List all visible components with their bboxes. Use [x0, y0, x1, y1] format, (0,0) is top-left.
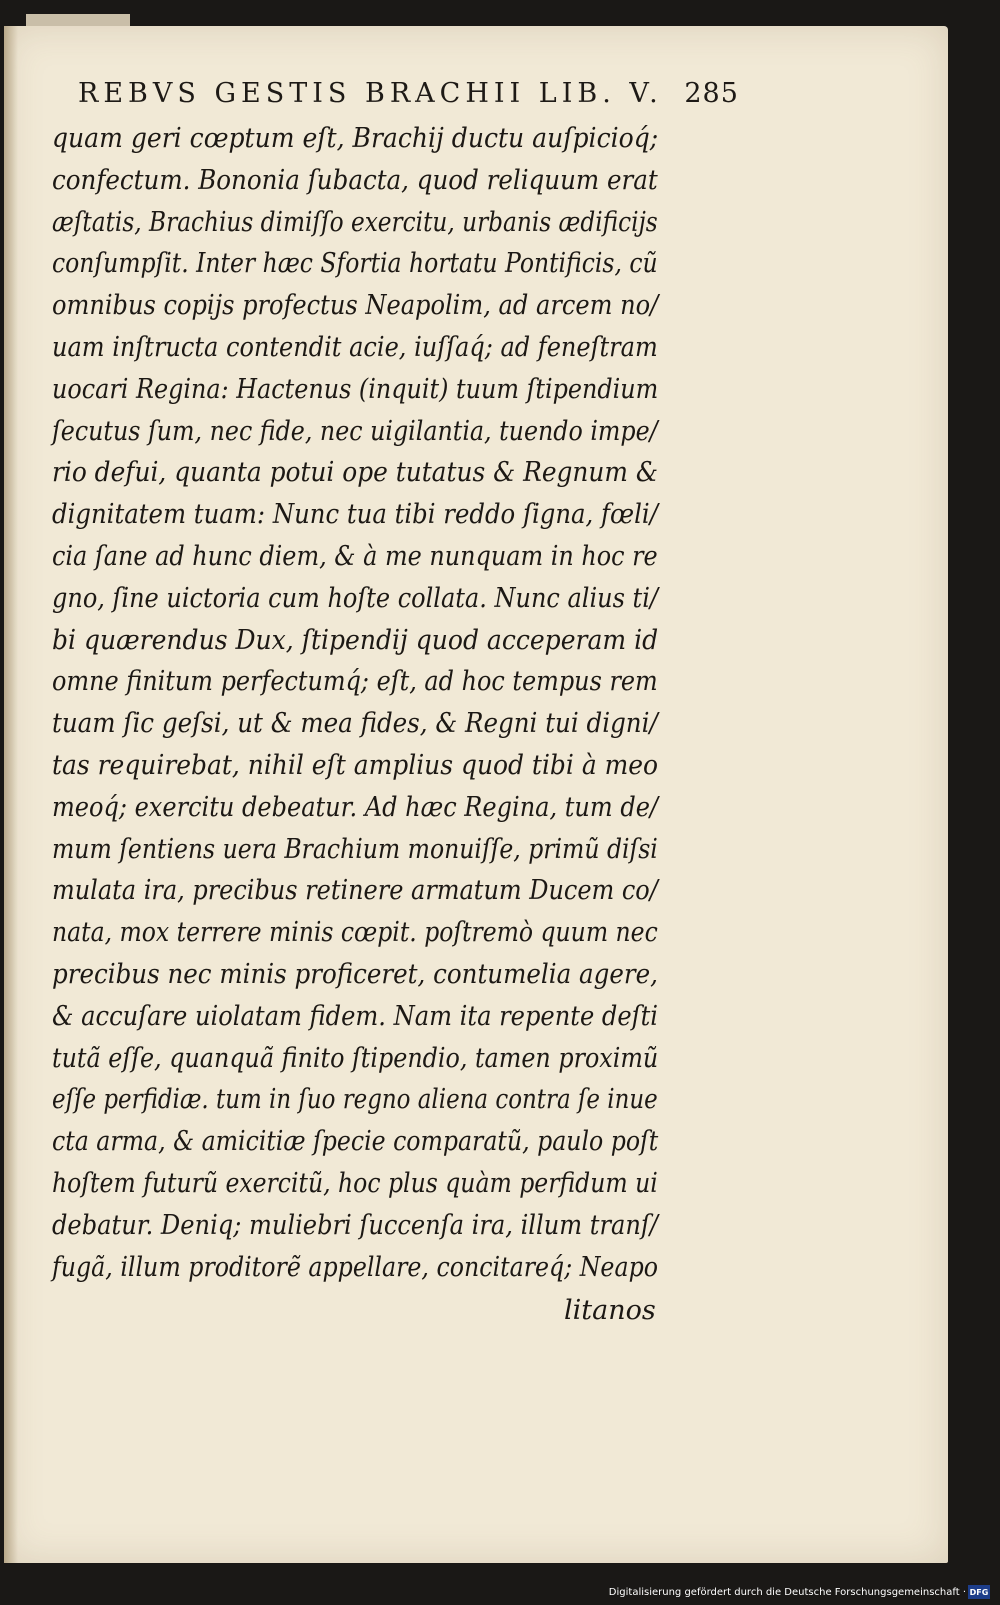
running-head-title: REBVS GESTIS BRACHII LIB. V. [78, 78, 663, 109]
text-line-content: mum ſentiens uera Brachium monuiſſe, primũ diſsi [52, 833, 658, 865]
text-line-content: & accuſare uiolatam fidem. Nam ita repente deſti [52, 1000, 659, 1032]
text-line [52, 536, 682, 578]
text-line [52, 1038, 682, 1080]
text-line [52, 452, 682, 494]
text-line [52, 912, 682, 954]
text-line-content: quam geri cœptum eſt, Brachij ductu auſpicioq́; [52, 123, 659, 154]
text-line-content: tuam ſic geſsi, ut & mea fides, & Regni tui digni/ [52, 708, 658, 740]
text-line [52, 703, 682, 745]
text-line-content: tutã eſſe, quanquã finito ſtipendio, tamen proximũ [52, 1042, 659, 1074]
text-line [52, 202, 682, 244]
text-line [52, 243, 682, 285]
text-line-content: mulata ira, precibus retinere armatum Ducem co/ [52, 875, 658, 907]
text-line [52, 1079, 682, 1121]
text-line-content: eſſe perfidiæ. tum in ſuo regno aliena contra ſe inue [52, 1084, 658, 1116]
text-line [52, 285, 682, 327]
text-line-content: uocari Regina: Hactenus (inquit) tuum ſtipendium [52, 373, 659, 405]
text-line-content: debatur. Deniq; muliebri ſuccenſa ira, illum tranſ/ [52, 1209, 658, 1241]
text-line-content: tas requirebat, nihil eſt amplius quod tibi à meo [52, 749, 659, 781]
page-gutter-shadow [4, 26, 18, 1563]
text-line [52, 118, 682, 160]
text-line-content: precibus nec minis proficeret, contumelia agere, [52, 958, 658, 990]
text-line [52, 327, 682, 369]
text-line-content: nata, mox terrere minis cœpit. poſtremò quum nec [52, 917, 658, 949]
text-line-content: bi quærendus Dux, ſtipendij quod acceperam id [52, 624, 659, 656]
text-line-content: æſtatis, Brachius dimiſſo exercitu, urbanis ædificijs [52, 206, 658, 238]
text-line [52, 1121, 682, 1163]
text-line-content: confectum. Bononia ſubacta, quod reliquum erat [52, 164, 658, 196]
page-number: 285 [684, 78, 739, 109]
text-line [52, 160, 682, 202]
text-line-content: cta arma, & amicitiæ ſpecie comparatũ, paulo poſt [52, 1126, 659, 1158]
text-line-content: uam inſtructa contendit acie, iuſſaq́; ad feneſtram [52, 331, 658, 363]
text-line [52, 829, 682, 871]
text-line-content: omne finitum perfectumq́; eſt, ad hoc tempus rem [52, 666, 658, 698]
digitization-credit: Digitalisierung gefördert durch die Deutsche Forschungsgemeinschaft · [608, 1587, 966, 1598]
text-line [52, 1163, 682, 1205]
text-line [52, 620, 682, 662]
catchword: litanos [564, 1295, 656, 1326]
text-line [52, 369, 682, 411]
text-line [52, 996, 682, 1038]
body-text [52, 118, 682, 1288]
text-line-content: omnibus copijs profectus Neapolim, ad arcem no/ [52, 290, 659, 322]
text-line-content: meoq́; exercitu debeatur. Ad hæc Regina, tum de/ [52, 791, 659, 823]
dfg-logo: DFG [968, 1585, 990, 1599]
text-line-content: conſumpſit. Inter hæc Sfortia hortatu Pontificis, cũ [52, 248, 658, 280]
text-line [52, 494, 682, 536]
text-line-content: dignitatem tuam: Nunc tua tibi reddo ſigna, fœli/ [52, 499, 658, 531]
text-line [52, 411, 682, 453]
text-line [52, 745, 682, 787]
text-line-content: fugã, illum proditorẽ appellare, concitareq́; Neapo [52, 1251, 658, 1283]
text-line [52, 1247, 682, 1289]
text-line [52, 1205, 682, 1247]
text-line [52, 954, 682, 996]
text-line [52, 870, 682, 912]
text-line-content: cia ſane ad hunc diem, & à me nunquam in hoc re [52, 540, 658, 572]
text-line [52, 661, 682, 703]
text-line-content: ſecutus ſum, nec fide, nec uigilantia, tuendo impe/ [52, 415, 658, 447]
text-line-content: gno, ſine uictoria cum hoſte collata. Nunc alius ti/ [52, 582, 658, 614]
text-line [52, 787, 682, 829]
text-line-content: rio defui, quanta potui ope tutatus & Regnum & [52, 457, 658, 489]
text-line-content: hoſtem futurũ exercitũ, hoc plus quàm perfidum ui [52, 1167, 658, 1199]
running-head [78, 78, 739, 109]
text-line [52, 578, 682, 620]
